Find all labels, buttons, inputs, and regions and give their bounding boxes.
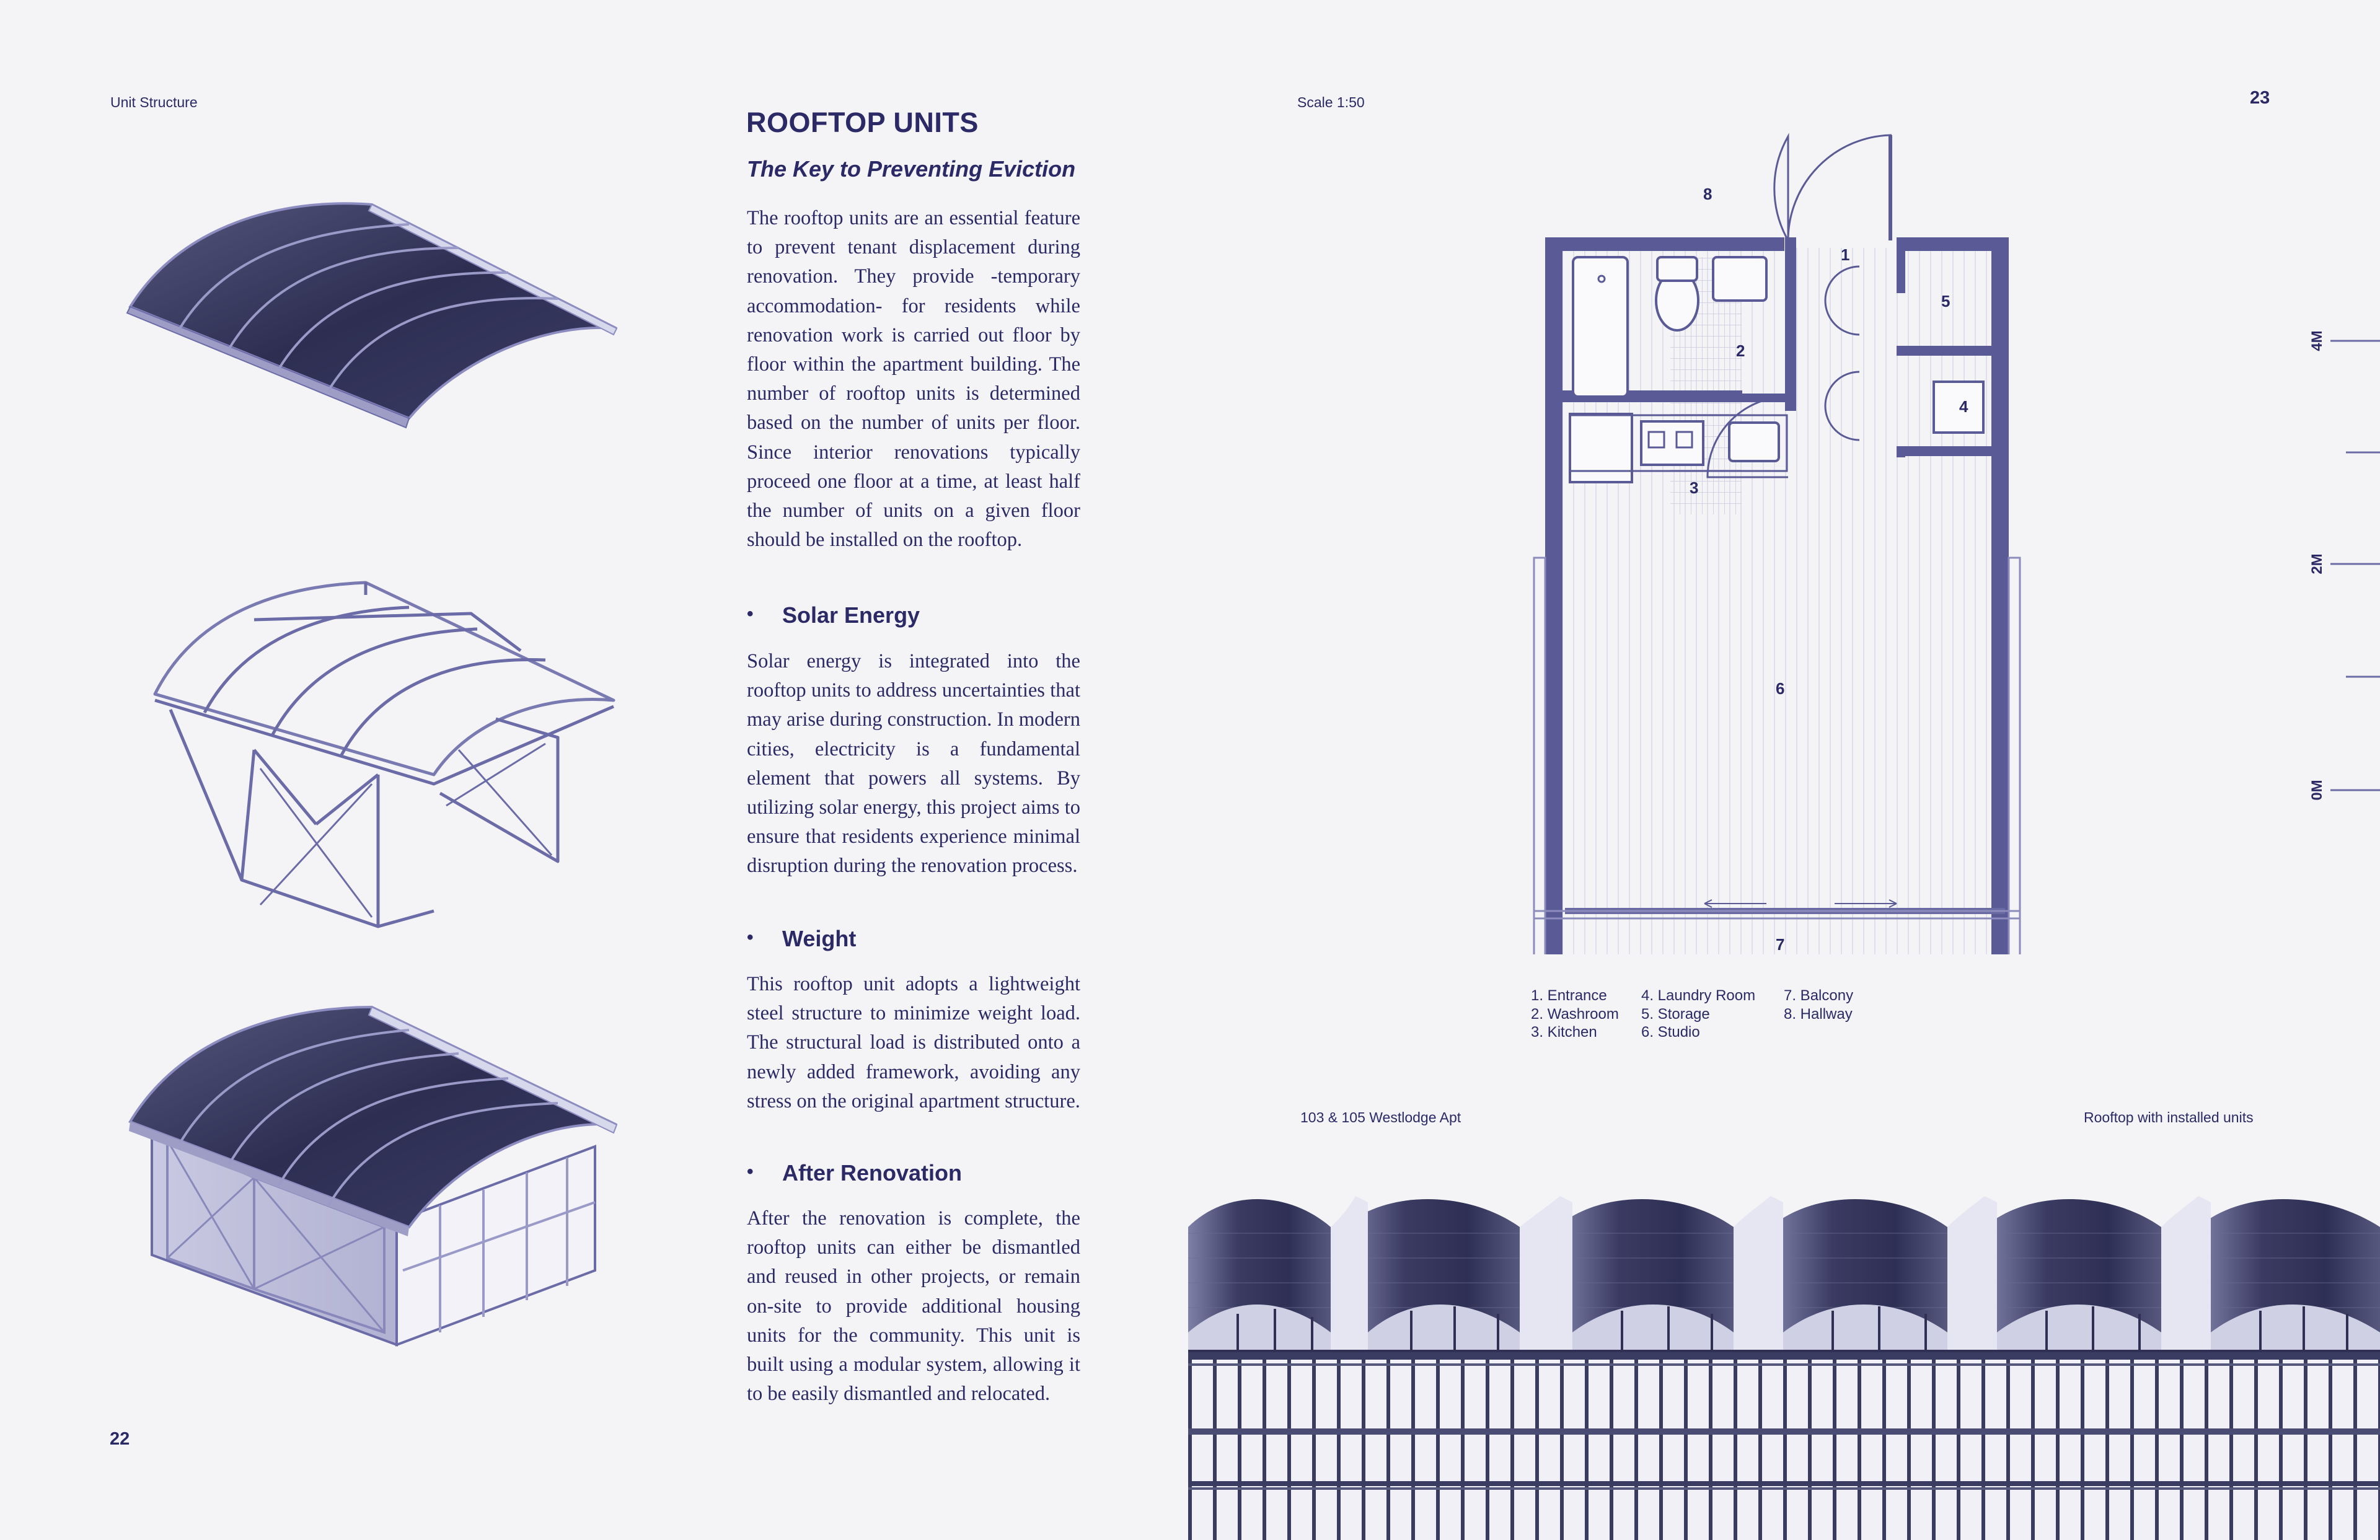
legend-column xyxy=(1641,987,1755,1042)
page-number-left: 22 xyxy=(110,1429,130,1449)
room-number: 2 xyxy=(1736,341,1745,360)
scale-bar xyxy=(2293,310,2380,806)
photo-lower-facade xyxy=(1188,1351,2380,1540)
page-number-right: 23 xyxy=(2250,88,2270,108)
photo-caption-right: Rooftop with installed units xyxy=(2084,1109,2254,1125)
room-number: 7 xyxy=(1776,935,1785,954)
page-subtitle: The Key to Preventing Eviction xyxy=(747,156,1076,182)
legend-column xyxy=(1784,987,1853,1023)
room-number: 4 xyxy=(1959,397,1968,416)
bullet-marker: • xyxy=(747,1161,754,1182)
page-title: ROOFTOP UNITS xyxy=(746,107,979,138)
legend-item: 3. Kitchen xyxy=(1531,1024,1597,1041)
legend-item: 2. Washroom xyxy=(1531,1005,1619,1023)
steel-frame-isometric xyxy=(155,583,614,926)
floor-plan xyxy=(1512,124,2045,954)
rooftop-photo xyxy=(1188,1146,2380,1540)
section-heading: Solar Energy xyxy=(782,602,920,628)
bullet-marker: • xyxy=(747,927,754,948)
legend-item: 5. Storage xyxy=(1641,1005,1710,1023)
scale-mark: 4M xyxy=(2309,330,2325,351)
legend-item: 1. Entrance xyxy=(1531,987,1607,1004)
scale-mark: 2M xyxy=(2309,553,2325,574)
section-heading: After Renovation xyxy=(782,1160,963,1186)
photo-vault-row xyxy=(1188,1196,2380,1351)
room-number: 3 xyxy=(1690,478,1699,497)
scale-mark: 0M xyxy=(2309,780,2325,801)
complete-unit-isometric xyxy=(129,1007,617,1345)
intro-paragraph: The rooftop units are an essential feature to prevent tenant displacement during renovation. They provide -temporary accommodation- for residents while renovation work is carried out floor by floor within the apartment building. The number of rooftop units is determined based on the number of units per floor. Since interior renovations typically proceed one floor at a time, at least half the number of units on a given floor should be installed on the rooftop. xyxy=(747,207,1080,552)
roof-only-isometric xyxy=(127,203,617,428)
solar-energy-paragraph: Solar energy is integrated into the rooftop units to address uncertainties that may arise during construction. In modern cities, electricity is a fundamental element that powers all systems. By utilizing solar energy, this project aims to ensure that residents experience minimal disruption during the renovation process. xyxy=(747,650,1080,878)
legend-item: 8. Hallway xyxy=(1784,1005,1853,1023)
section-header: Unit Structure xyxy=(110,94,198,110)
photo-caption-left: 103 & 105 Westlodge Apt xyxy=(1300,1109,1461,1125)
room-number: 1 xyxy=(1841,245,1850,264)
scale-label: Scale 1:50 xyxy=(1297,94,1365,110)
legend-item: 4. Laundry Room xyxy=(1641,987,1756,1004)
legend-item: 7. Balcony xyxy=(1784,987,1854,1004)
room-number: 6 xyxy=(1776,679,1785,698)
after-renovation-paragraph: After the renovation is complete, the rooftop units can either be dismantled and reused in other projects, or remain on-site to provide additional housing units for the community. This unit is built using a modular system, allowing it to be easily dismantled and relocated. xyxy=(747,1207,1080,1406)
weight-paragraph: This rooftop unit adopts a lightweight steel structure to minimize weight load. The structural load is distributed onto a newly added framework, avoiding any stress on the original apartment structure. xyxy=(747,973,1080,1112)
room-number: 5 xyxy=(1941,292,1950,310)
section-heading: Weight xyxy=(782,926,857,951)
legend-column xyxy=(1531,987,1619,1042)
legend-item: 6. Studio xyxy=(1641,1024,1700,1041)
room-number: 8 xyxy=(1703,185,1712,203)
bullet-marker: • xyxy=(747,604,754,624)
unit-isometric-illustrations xyxy=(112,180,645,1425)
